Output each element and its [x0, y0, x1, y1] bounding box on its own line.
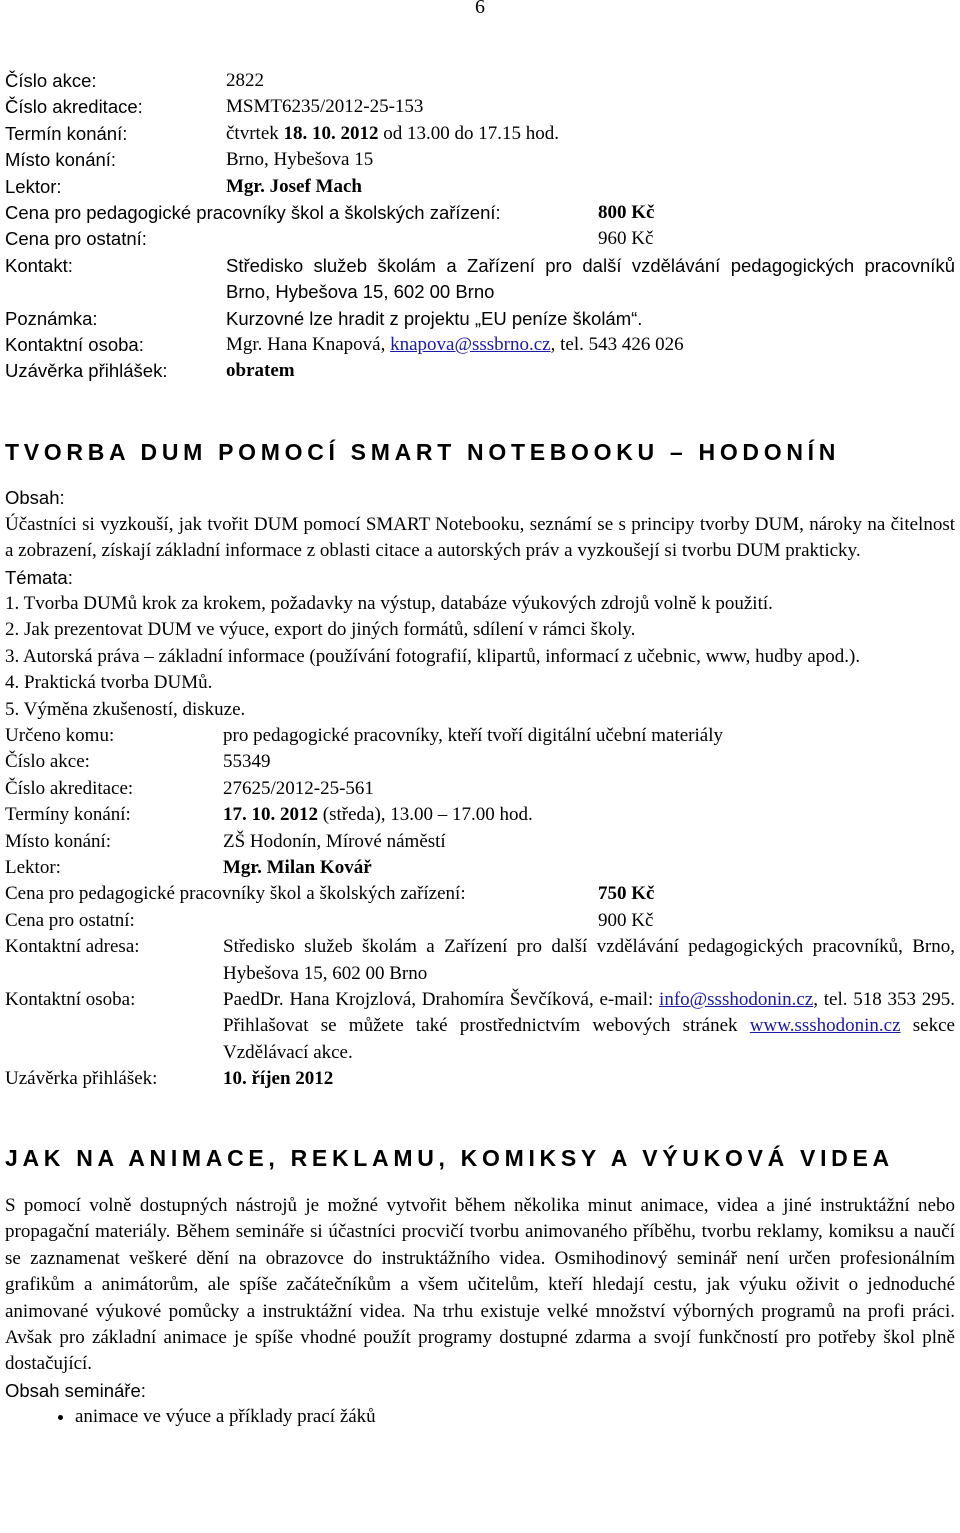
- course-description: S pomocí volně dostupných nástrojů je možné vytvořit během několika minut animace, videa a jiné instruktážní nebo propagační materiály. Během semináře si účastníci procvičí tvorbu animovaného příběhu, tvorbu reklamy, komiksu a naučí se zaznamenat veškeré dění na obrazovce do instruktážního videa. Osmihodinový seminář není určen profesionálním grafikům a animátorům, ale spíše začátečníkům a všem učitelům, kteří hledají cestu, jak výuku oživit o jednoduché animované výukové pomůcky a instruktážní videa. Na trhu existuje velké množství výborných programů na profi práci. Avšak pro základní animace je spíše vhodné použít programy dostupné zdarma a svojí funkčností pro potřeby škol plně dostačující.: [5, 1195, 955, 1375]
- row-label: Cena pro ostatní:: [5, 909, 135, 931]
- contact-phone: , tel. 543 426 026: [550, 334, 684, 356]
- row-label: Místo konání:: [5, 830, 112, 852]
- topic-item: 2. Jak prezentovat DUM ve výuce, export do jiných formátů, sdílení v rámci školy.: [5, 619, 636, 641]
- row-label: Určeno komu:: [5, 724, 115, 746]
- row-value: obratem: [226, 360, 295, 382]
- temata-label: Témata:: [5, 566, 73, 588]
- row-label: Číslo akce:: [5, 751, 90, 773]
- info-row-osoba: [5, 987, 955, 1066]
- contact-names: PaedDr. Hana Krojzlová, Drahomíra Ševčíková, e-mail:: [223, 989, 660, 1010]
- row-label: Číslo akce:: [5, 70, 97, 91]
- row-value: Brno, Hybešova 15: [226, 149, 374, 171]
- row-value: 2822: [226, 70, 264, 91]
- info-row-termin: [5, 121, 955, 147]
- email-link[interactable]: knapova@sssbrno.cz: [390, 334, 551, 356]
- website-link[interactable]: www.ssshodonin.cz: [749, 1015, 901, 1037]
- obsah-seminare-label: Obsah semináře:: [5, 1379, 146, 1401]
- info-row-misto: [5, 147, 955, 173]
- row-value: MSMT6235/2012-25-153: [226, 96, 424, 118]
- row-value: Středisko služeb školám a Zařízení pro další vzdělávání pedagogických pracovníků Brno, Hybešova 15, 602 00 Brno: [226, 254, 955, 303]
- row-label: Lektor:: [5, 175, 62, 197]
- info-row-cislo-akreditace: [5, 776, 955, 802]
- row-label: Poznámka:: [5, 307, 98, 329]
- info-row-cislo-akce: [5, 749, 955, 775]
- info-row-adresa: [5, 934, 955, 987]
- info-row-uzaverka: [5, 1066, 955, 1092]
- section-heading: TVORBA DUM POMOCÍ SMART NOTEBOOKU – HODONÍN: [5, 438, 841, 465]
- info-row-cena-ost: [5, 908, 955, 934]
- info-row-kontakt: [5, 253, 955, 306]
- contact-info: , tel. 518 353 295. Přihlašovat se můžete také prostřednictvím webových stránek: [223, 989, 956, 1037]
- row-label: Uzávěrka přihlášek:: [5, 360, 168, 382]
- document-page: [5, 0, 955, 1431]
- info-row-poznamka: [5, 306, 955, 332]
- row-label: Kontaktní osoba:: [5, 334, 144, 356]
- row-value: 10. říjen 2012: [223, 1068, 334, 1090]
- info-row-cena-ped: [5, 881, 955, 907]
- lektor-name: Mgr. Milan Kovář: [223, 856, 372, 878]
- topic-item: 3. Autorská práva – základní informace (používání fotografií, klipartů, informací z učebnic, www, hudby apod.).: [5, 645, 861, 667]
- row-label: Cena pro ostatní:: [5, 228, 147, 250]
- row-label: Číslo akreditace:: [5, 777, 134, 799]
- row-label: Kontakt:: [5, 254, 73, 276]
- info-row-urceno: [5, 723, 955, 749]
- obsah-text: Účastníci si vyzkouší, jak tvořit DUM pomocí SMART Notebooku, seznámí se s principy tvorby DUM, nároky na čitelnost a zobrazení, získají základní informace z oblasti citace a autorských práv a vyzkoušejí si tvorbu DUM prakticky.: [5, 513, 955, 562]
- row-value: [226, 121, 955, 147]
- info-row-cislo-akce: [5, 68, 955, 94]
- price-value: 750 Kč: [598, 883, 655, 905]
- row-label: Číslo akreditace:: [5, 96, 143, 118]
- topic-item: 1. Tvorba DUMů krok za krokem, požadavky na výstup, databáze výukových zdrojů volně k použití.: [5, 592, 773, 614]
- course-animace: [5, 1145, 955, 1431]
- info-row-uzaverka: [5, 358, 955, 384]
- content-list: [5, 1404, 955, 1430]
- email-link[interactable]: info@ssshodonin.cz: [659, 989, 814, 1010]
- contact-section: sekce Vzdělávací akce.: [223, 1015, 955, 1063]
- row-value: pro pedagogické pracovníky, kteří tvoří digitální učební materiály: [223, 724, 723, 746]
- row-label: Místo konání:: [5, 149, 117, 171]
- termin-day: čtvrtek: [226, 122, 284, 144]
- row-label: Cena pro pedagogické pracovníky škol a školských zařízení:: [5, 202, 501, 224]
- info-row-cislo-akreditace: [5, 94, 955, 120]
- lektor-name: Mgr. Josef Mach: [226, 175, 362, 197]
- row-label: Termíny konání:: [5, 804, 131, 826]
- row-label: Kontaktní osoba:: [5, 989, 136, 1010]
- row-label: Kontaktní adresa:: [5, 936, 140, 958]
- course-brno: [5, 68, 955, 385]
- price-value: 900 Kč: [598, 909, 654, 931]
- list-item: • animace ve výuce a příklady prací žáků: [75, 1404, 955, 1430]
- termin-time: (středa), 13.00 – 17.00 hod.: [318, 804, 533, 826]
- section-heading: JAK NA ANIMACE, REKLAMU, KOMIKSY A VÝUKOVÁ VIDEA: [5, 1144, 894, 1171]
- row-label: Termín konání:: [5, 122, 128, 144]
- price-value: 800 Kč: [598, 202, 655, 224]
- contact-name: Mgr. Hana Knapová,: [226, 334, 391, 356]
- page-number: 6: [475, 0, 485, 18]
- row-label: Uzávěrka přihlášek:: [5, 1068, 158, 1090]
- obsah-label: Obsah:: [5, 487, 65, 509]
- info-row-osoba: [5, 332, 955, 358]
- row-value: [223, 987, 955, 1066]
- info-row-terminy: [5, 802, 955, 828]
- row-label: Cena pro pedagogické pracovníky škol a školských zařízení:: [5, 883, 466, 905]
- row-value: Kurzovné lze hradit z projektu „EU peníze školám“.: [226, 307, 643, 329]
- termin-time: od 13.00 do 17.15 hod.: [378, 122, 560, 144]
- row-value: [226, 332, 955, 358]
- row-value: Středisko služeb školám a Zařízení pro další vzdělávání pedagogických pracovníků, Brno, Hybešova 15, 602 00 Brno: [223, 936, 955, 984]
- termin-date: 18. 10. 2012: [283, 122, 379, 144]
- termin-date: 17. 10. 2012: [223, 804, 318, 826]
- info-row-cena-ped: [5, 200, 955, 226]
- row-label: Lektor:: [5, 856, 61, 878]
- price-value: 960 Kč: [598, 228, 654, 250]
- row-value: ZŠ Hodonín, Mírové náměstí: [223, 830, 446, 852]
- info-row-lektor: [5, 174, 955, 200]
- topic-item: 4. Praktická tvorba DUMů.: [5, 672, 213, 694]
- row-value: [223, 802, 955, 828]
- row-value: 55349: [223, 751, 271, 773]
- topic-item: 5. Výměna zkušeností, diskuze.: [5, 698, 246, 720]
- row-value: 27625/2012-25-561: [223, 777, 374, 799]
- info-row-cena-ost: [5, 226, 955, 252]
- info-row-misto: [5, 829, 955, 855]
- course-smart-notebook: [5, 439, 955, 1093]
- info-row-lektor: [5, 855, 955, 881]
